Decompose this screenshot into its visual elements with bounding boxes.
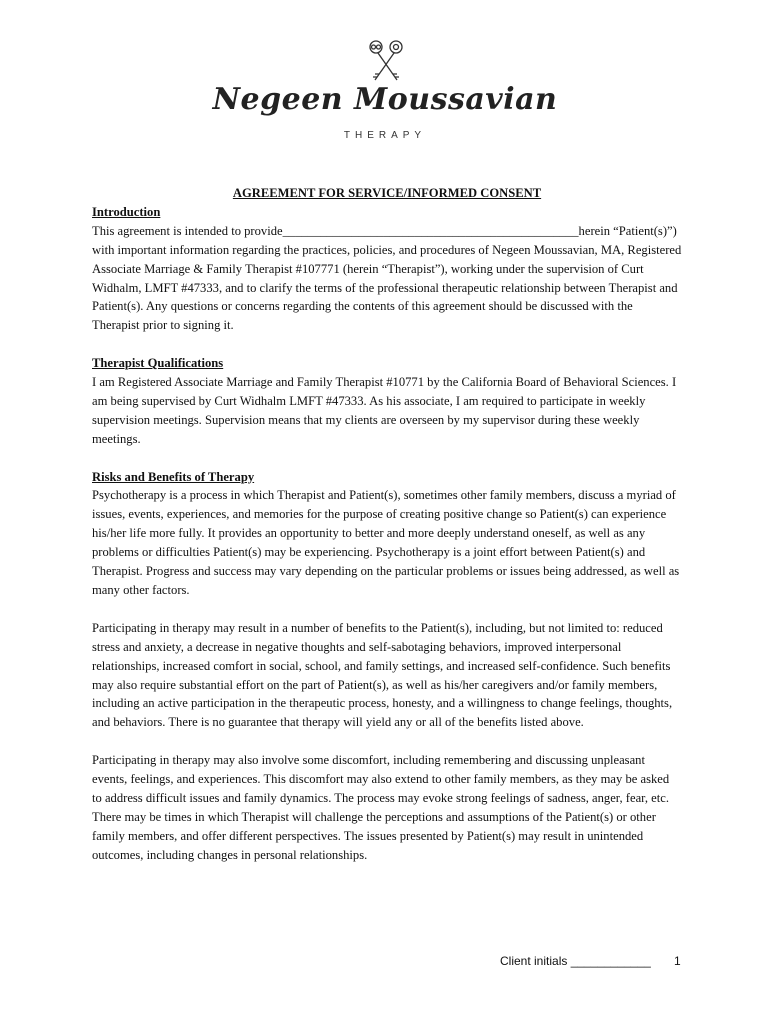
logo-subtitle: THERAPY	[343, 130, 427, 141]
section-heading-introduction: Introduction	[92, 204, 161, 219]
introduction-text: This agreement is intended to provide_______________________________________________herein “Patient(s)”) with important information regarding the practices, policies, and procedures of Negeen Moussavian, MA, Registered Associate Marriage & Family Therapist #107771 (herein “Therapist”), working under the supervision of Curt Widhalm, LMFT #47333, and to clarify the terms of the professional therapeutic relationship between Therapist and Patient(s). Any questions or concerns regarding the contents of this agreement should be discussed with the Therapist prior to signing it.	[92, 223, 682, 333]
risks-paragraph-3: Participating in therapy may also involve some discomfort, including remembering and discussing unpleasant events, feelings, and experiences. This discomfort may also extend to other family members, as they may be asked to address difficult issues and family dynamics. The process may evoke strong feelings of sadness, anger, fear, etc. There may be times in which Therapist will challenge the perceptions and assumptions of the Patient(s) or other family members, and offer different perspectives. The issues presented by Patient(s) may result in unintended outcomes, including changes in personal relationships.	[92, 753, 670, 862]
spacer	[92, 732, 682, 751]
crossed-keys-icon	[364, 38, 408, 84]
section-heading-qualifications: Therapist Qualifications	[92, 356, 224, 371]
document-body	[92, 184, 682, 865]
spacer	[92, 600, 682, 619]
risks-paragraph-1: Psychotherapy is a process in which Therapist and Patient(s), sometimes other family members, discuss a myriad of issues, events, experiences, and memories for the purpose of creating positive change so Patient(s) can experience his/her life more fully. It provides an opportunity to better and more deeply understand oneself, as well as any problems or difficulties Patient(s) may be experiencing. Psychotherapy is a joint effort between Patient(s) and Therapist. Progress and success may vary depending on the particular problems or issues being addressed, as well as many other factors.	[92, 488, 680, 597]
logo-name: Negeen Moussavian	[212, 82, 558, 117]
document-title: AGREEMENT FOR SERVICE/INFORMED CONSENT	[232, 186, 542, 200]
risks-paragraph-2: Participating in therapy may result in a number of benefits to the Patient(s), including, but not limited to: reduced stress and anxiety, a decrease in negative thoughts and self-sabotaging behaviors, improved interpersonal relationships, increased comfort in social, school, and family settings, and increased self-confidence. Such benefits may also require substantial effort on the part of Patient(s), as well as his/her caregivers and/or family members, including an active participation in the therapeutic process, honesty, and a willingness to change feelings, thoughts, and behaviors. There is no guarantee that therapy will yield any or all of the benefits listed above.	[92, 620, 673, 730]
qualifications-text: I am Registered Associate Marriage and Family Therapist #10771 by the California Board of Behavioral Sciences. I am being supervised by Curt Widhalm LMFT #47333. As his associate, I am required to participate in weekly supervision meetings. Supervision means that my clients are overseen by my supervisor during these weekly meetings.	[92, 375, 677, 446]
spacer	[92, 449, 682, 468]
page-number: 1	[674, 954, 681, 968]
section-heading-risks: Risks and Benefits of Therapy	[92, 469, 255, 484]
logo	[0, 38, 770, 148]
spacer	[92, 335, 682, 354]
client-initials-field: Client initials ____________	[500, 954, 651, 968]
